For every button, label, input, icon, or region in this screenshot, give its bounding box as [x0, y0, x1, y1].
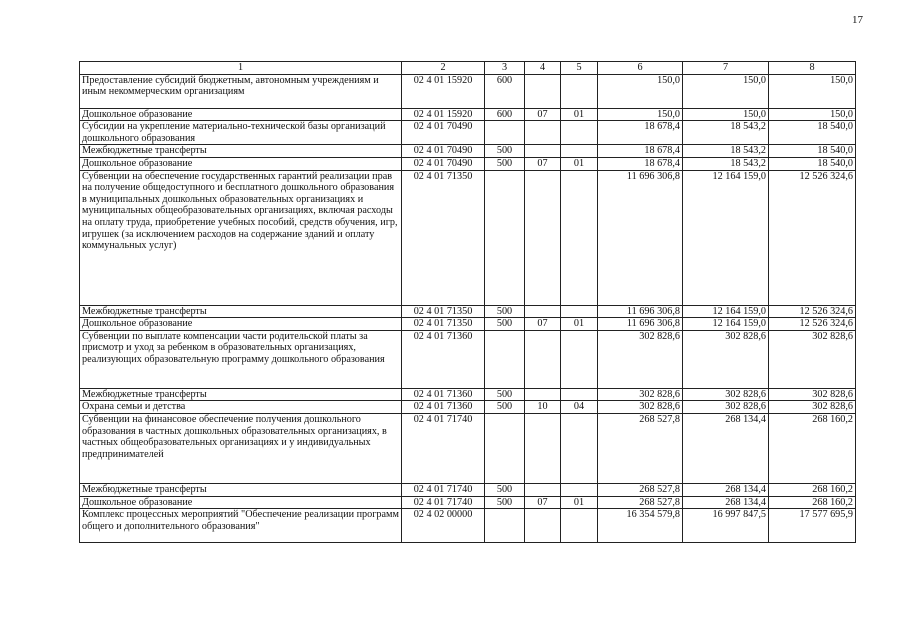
section-code: 07	[525, 108, 561, 121]
item-name: Субвенции на финансовое обеспечение получения дошкольного образования в частных дошкольных образовательных организациях, в частных общеобразовательных организациях и у индивидуальных предпринимателей	[80, 413, 402, 483]
amount-col7: 268 134,4	[683, 496, 769, 509]
expense-type	[485, 330, 525, 388]
subsection-code	[561, 413, 598, 483]
amount-col6: 16 354 579,8	[598, 509, 683, 543]
item-name: Субвенции на обеспечение государственных гарантий реализации прав на получение общедоступного и бесплатного дошкольного образования в муниципальных дошкольных образовательных организациях и муниципальных общеобразовательных организациях, включая расходы на оплату труда, приобретение учебных пособий, средств обучения, игр, игрушек (за исключением расходов на содержание зданий и оплату коммунальных услуг)	[80, 170, 402, 305]
amount-col6: 11 696 306,8	[598, 318, 683, 331]
amount-col8: 150,0	[769, 108, 856, 121]
subsection-code	[561, 74, 598, 108]
target-code: 02 4 01 71740	[402, 496, 485, 509]
amount-col8: 12 526 324,6	[769, 305, 856, 318]
target-code: 02 4 01 71740	[402, 483, 485, 496]
expense-type: 600	[485, 74, 525, 108]
amount-col7: 150,0	[683, 74, 769, 108]
amount-col7: 268 134,4	[683, 483, 769, 496]
amount-col8: 12 526 324,6	[769, 318, 856, 331]
section-code	[525, 388, 561, 401]
target-code: 02 4 01 71360	[402, 330, 485, 388]
amount-col6: 268 527,8	[598, 413, 683, 483]
amount-col6: 268 527,8	[598, 483, 683, 496]
table-row	[80, 388, 856, 401]
amount-col8: 150,0	[769, 74, 856, 108]
amount-col7: 302 828,6	[683, 388, 769, 401]
target-code: 02 4 01 70490	[402, 145, 485, 158]
amount-col8: 18 540,0	[769, 157, 856, 170]
header-cell: 5	[561, 62, 598, 75]
header-cell: 2	[402, 62, 485, 75]
subsection-code: 04	[561, 401, 598, 414]
subsection-code: 01	[561, 157, 598, 170]
amount-col8: 268 160,2	[769, 496, 856, 509]
amount-col7: 18 543,2	[683, 145, 769, 158]
subsection-code	[561, 388, 598, 401]
target-code: 02 4 01 70490	[402, 157, 485, 170]
amount-col6: 302 828,6	[598, 388, 683, 401]
expense-type: 600	[485, 108, 525, 121]
target-code: 02 4 01 71350	[402, 305, 485, 318]
expense-type	[485, 121, 525, 145]
expense-type: 500	[485, 305, 525, 318]
amount-col7: 302 828,6	[683, 401, 769, 414]
header-row	[80, 62, 856, 75]
target-code: 02 4 02 00000	[402, 509, 485, 543]
amount-col7: 18 543,2	[683, 157, 769, 170]
target-code: 02 4 01 15920	[402, 74, 485, 108]
expense-type: 500	[485, 483, 525, 496]
table-row	[80, 157, 856, 170]
table-row	[80, 496, 856, 509]
expense-type: 500	[485, 388, 525, 401]
subsection-code	[561, 121, 598, 145]
subsection-code: 01	[561, 108, 598, 121]
amount-col7: 12 164 159,0	[683, 170, 769, 305]
subsection-code: 01	[561, 496, 598, 509]
amount-col6: 268 527,8	[598, 496, 683, 509]
header-cell: 3	[485, 62, 525, 75]
amount-col6: 150,0	[598, 108, 683, 121]
item-name: Комплекс процессных мероприятий "Обеспечение реализации программ общего и дополнительного образования"	[80, 509, 402, 543]
page-number: 17	[852, 14, 863, 26]
amount-col6: 18 678,4	[598, 121, 683, 145]
target-code: 02 4 01 71740	[402, 413, 485, 483]
item-name: Дошкольное образование	[80, 108, 402, 121]
expense-type: 500	[485, 496, 525, 509]
target-code: 02 4 01 71360	[402, 401, 485, 414]
item-name: Предоставление субсидий бюджетным, автономным учреждениям и иным некоммерческим организациям	[80, 74, 402, 108]
section-code	[525, 509, 561, 543]
amount-col6: 18 678,4	[598, 145, 683, 158]
header-cell: 4	[525, 62, 561, 75]
target-code: 02 4 01 71350	[402, 170, 485, 305]
table-row	[80, 401, 856, 414]
amount-col6: 18 678,4	[598, 157, 683, 170]
target-code: 02 4 01 70490	[402, 121, 485, 145]
subsection-code	[561, 483, 598, 496]
header-cell: 1	[80, 62, 402, 75]
section-code	[525, 483, 561, 496]
amount-col7: 150,0	[683, 108, 769, 121]
item-name: Дошкольное образование	[80, 318, 402, 331]
expense-type: 500	[485, 401, 525, 414]
amount-col8: 268 160,2	[769, 413, 856, 483]
expense-type	[485, 170, 525, 305]
amount-col6: 11 696 306,8	[598, 170, 683, 305]
amount-col7: 12 164 159,0	[683, 318, 769, 331]
amount-col8: 18 540,0	[769, 145, 856, 158]
subsection-code	[561, 509, 598, 543]
amount-col8: 302 828,6	[769, 330, 856, 388]
target-code: 02 4 01 71360	[402, 388, 485, 401]
expense-type	[485, 413, 525, 483]
table-row	[80, 170, 856, 305]
section-code	[525, 74, 561, 108]
header-cell: 6	[598, 62, 683, 75]
section-code: 07	[525, 318, 561, 331]
amount-col8: 302 828,6	[769, 401, 856, 414]
item-name: Межбюджетные трансферты	[80, 388, 402, 401]
section-code: 07	[525, 157, 561, 170]
header-cell: 7	[683, 62, 769, 75]
amount-col7: 16 997 847,5	[683, 509, 769, 543]
amount-col8: 302 828,6	[769, 388, 856, 401]
target-code: 02 4 01 15920	[402, 108, 485, 121]
section-code	[525, 330, 561, 388]
item-name: Межбюджетные трансферты	[80, 483, 402, 496]
subsection-code: 01	[561, 318, 598, 331]
amount-col6: 150,0	[598, 74, 683, 108]
table-row	[80, 413, 856, 483]
amount-col7: 268 134,4	[683, 413, 769, 483]
table-row	[80, 509, 856, 543]
amount-col8: 18 540,0	[769, 121, 856, 145]
section-code	[525, 121, 561, 145]
item-name: Субсидии на укрепление материально-технической базы организаций дошкольного образования	[80, 121, 402, 145]
table-row	[80, 483, 856, 496]
section-code	[525, 413, 561, 483]
budget-table	[79, 61, 856, 543]
amount-col8: 17 577 695,9	[769, 509, 856, 543]
amount-col6: 11 696 306,8	[598, 305, 683, 318]
amount-col7: 18 543,2	[683, 121, 769, 145]
target-code: 02 4 01 71350	[402, 318, 485, 331]
table-body	[80, 74, 856, 543]
expense-type: 500	[485, 157, 525, 170]
section-code	[525, 305, 561, 318]
subsection-code	[561, 145, 598, 158]
subsection-code	[561, 305, 598, 318]
amount-col8: 12 526 324,6	[769, 170, 856, 305]
amount-col7: 302 828,6	[683, 330, 769, 388]
item-name: Дошкольное образование	[80, 496, 402, 509]
section-code: 10	[525, 401, 561, 414]
table-row	[80, 145, 856, 158]
section-code	[525, 170, 561, 305]
item-name: Дошкольное образование	[80, 157, 402, 170]
table-row	[80, 121, 856, 145]
table-row	[80, 108, 856, 121]
amount-col6: 302 828,6	[598, 330, 683, 388]
expense-type	[485, 509, 525, 543]
item-name: Субвенции по выплате компенсации части родительской платы за присмотр и уход за ребенком в образовательных организациях, реализующих образовательную программу дошкольного образования	[80, 330, 402, 388]
table-row	[80, 318, 856, 331]
section-code: 07	[525, 496, 561, 509]
header-cell: 8	[769, 62, 856, 75]
amount-col8: 268 160,2	[769, 483, 856, 496]
amount-col6: 302 828,6	[598, 401, 683, 414]
item-name: Межбюджетные трансферты	[80, 305, 402, 318]
subsection-code	[561, 170, 598, 305]
amount-col7: 12 164 159,0	[683, 305, 769, 318]
table-row	[80, 74, 856, 108]
table-row	[80, 305, 856, 318]
expense-type: 500	[485, 145, 525, 158]
table-row	[80, 330, 856, 388]
item-name: Межбюджетные трансферты	[80, 145, 402, 158]
expense-type: 500	[485, 318, 525, 331]
item-name: Охрана семьи и детства	[80, 401, 402, 414]
subsection-code	[561, 330, 598, 388]
section-code	[525, 145, 561, 158]
